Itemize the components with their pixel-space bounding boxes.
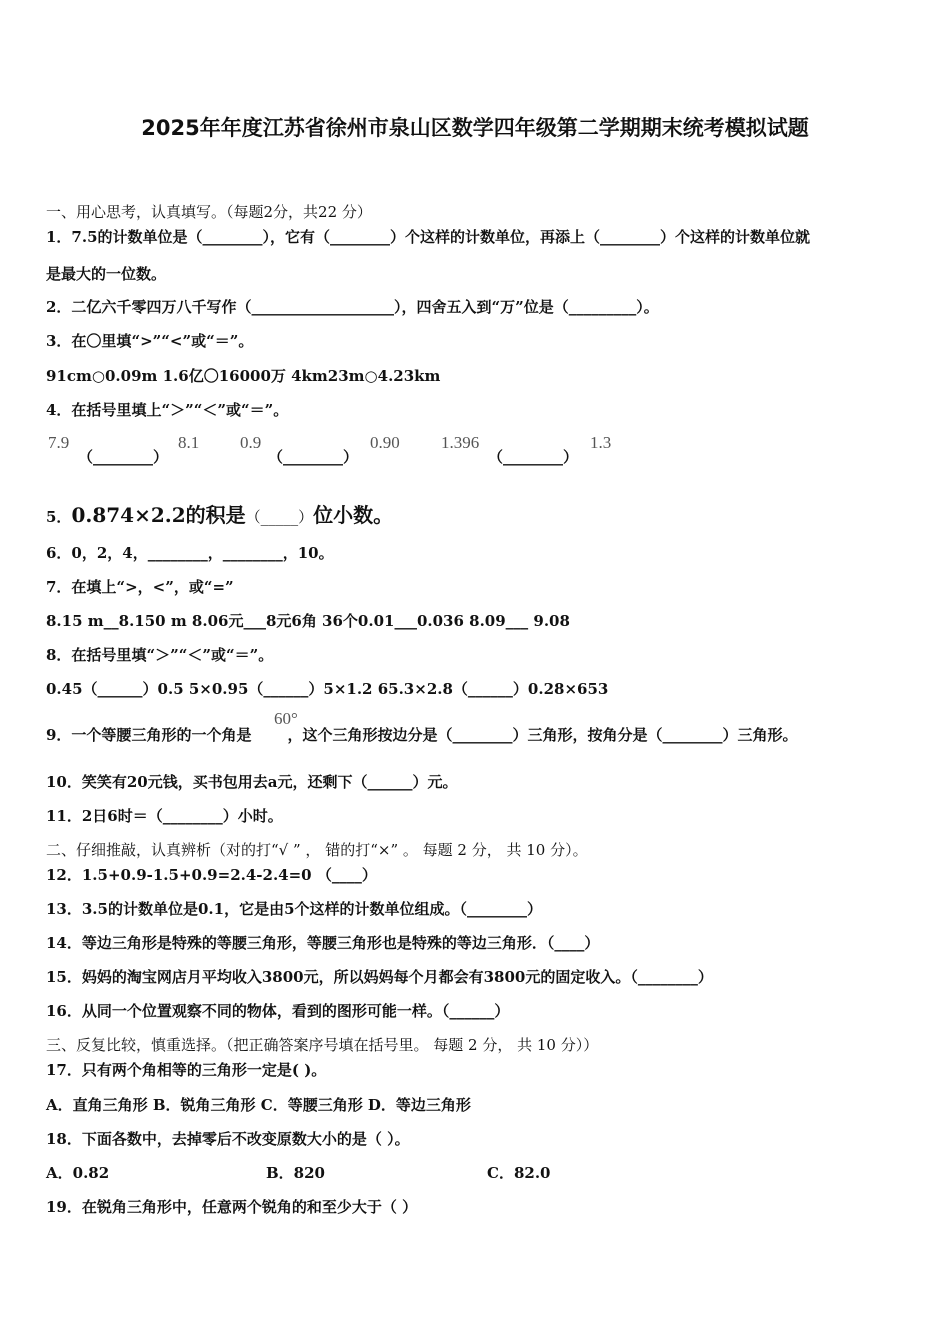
question-18: 18．下面各数中，去掉零后不改变原数大小的是（ ）。 [46, 1130, 410, 1148]
question-9 [46, 725, 797, 745]
q4-blank-1: （________） [78, 448, 169, 466]
question-16: 16．从同一个位置观察不同的物体，看到的图形可能一样。（______） [46, 1002, 510, 1020]
q5-text: 0.874×2.2的积是 [71, 503, 246, 527]
question-8: 8．在括号里填“＞”“＜”或“＝”。 [46, 646, 274, 664]
question-3-items: 91cm○0.09m 1.6亿〇16000万 4km23m○4.23km [46, 367, 441, 385]
question-4: 4．在括号里填上“＞”“＜”或“＝”。 [46, 401, 289, 419]
page-title: 2025年年度江苏省徐州市泉山区数学四年级第二学期期末统考模拟试题 [141, 116, 809, 140]
question-13: 13．3.5的计数单位是0.1，它是由5个这样的计数单位组成。（________） [46, 900, 543, 918]
q4-blank-3: （________） [488, 448, 579, 466]
question-5 [46, 502, 393, 530]
q9-angle-60: 60° [274, 709, 298, 728]
question-6: 6．0，2，4，________，________，10。 [46, 544, 334, 562]
question-8-items: 0.45（______）0.5 5×0.95（______）5×1.2 65.3×2.8（______）0.28×653 [46, 680, 609, 698]
question-7: 7．在填上“>，<”，或“=” [46, 578, 234, 596]
q4-value-b1: 8.1 [178, 433, 200, 452]
section-1-heading: 一、用心思考，认真填写。（每题2分，共22 分） [46, 203, 372, 221]
question-7-items: 8.15 m__8.150 m 8.06元___8元6角 36个0.01___0.036 8.09___ 9.08 [46, 612, 570, 630]
question-10: 10．笑笑有20元钱，买书包用去a元，还剩下（______）元。 [46, 773, 458, 791]
q5-number: 5． [46, 508, 72, 526]
q5-blank: （_____） [245, 508, 314, 526]
q4-value-a2: 0.9 [240, 433, 262, 452]
question-19: 19．在锐角三角形中，任意两个锐角的和至少大于（ ） [46, 1198, 418, 1216]
question-14: 14．等边三角形是特殊的等腰三角形，等腰三角形也是特殊的等边三角形．（____） [46, 934, 600, 952]
q9-part-b: ，这个三角形按边分是（________）三角形，按角分是（________）三角形。 [287, 726, 798, 744]
q4-value-b3: 1.3 [590, 433, 612, 452]
q18-option-a: A．0.82 [46, 1164, 110, 1182]
q9-part-a: 9．一个等腰三角形的一个角是 [46, 726, 252, 744]
q4-blank-2: （________） [268, 448, 359, 466]
question-1-line-2: 是最大的一位数。 [46, 265, 167, 283]
q4-value-a3: 1.396 [441, 433, 480, 452]
question-3: 3．在〇里填“>”“<”或“＝”。 [46, 332, 254, 350]
question-1-line-1: 1．7.5的计数单位是（________），它有（________）个这样的计数单位，再添上（________）个这样的计数单位就 [46, 228, 811, 246]
question-15: 15．妈妈的淘宝网店月平均收入3800元，所以妈妈每个月都会有3800元的固定收入。（________） [46, 968, 713, 986]
q4-value-a1: 7.9 [48, 433, 70, 452]
question-12: 12．1.5+0.9-1.5+0.9=2.4-2.4=0 （____） [46, 866, 377, 884]
q5-end: 位小数。 [313, 503, 394, 527]
q18-option-c: C．82.0 [487, 1164, 551, 1182]
q18-option-b: B．820 [266, 1164, 325, 1182]
q4-value-b2: 0.90 [370, 433, 400, 452]
question-17: 17．只有两个角相等的三角形一定是( )。 [46, 1061, 327, 1079]
section-3-heading: 三、反复比较，慎重选择。（把正确答案序号填在括号里。 每题 2 分， 共 10 分）） [46, 1036, 599, 1054]
section-2-heading: 二、仔细推敲，认真辨析（对的打“√ ” ， 错的打“×” 。 每题 2 分， 共 10 分）。 [46, 841, 588, 859]
question-17-options: A．直角三角形 B．锐角三角形 C．等腰三角形 D．等边三角形 [46, 1096, 471, 1114]
question-2: 2．二亿六千零四万八千写作（___________________），四舍五入到“万”位是（_________）。 [46, 298, 659, 316]
question-11: 11．2日6时＝（________）小时。 [46, 807, 283, 825]
